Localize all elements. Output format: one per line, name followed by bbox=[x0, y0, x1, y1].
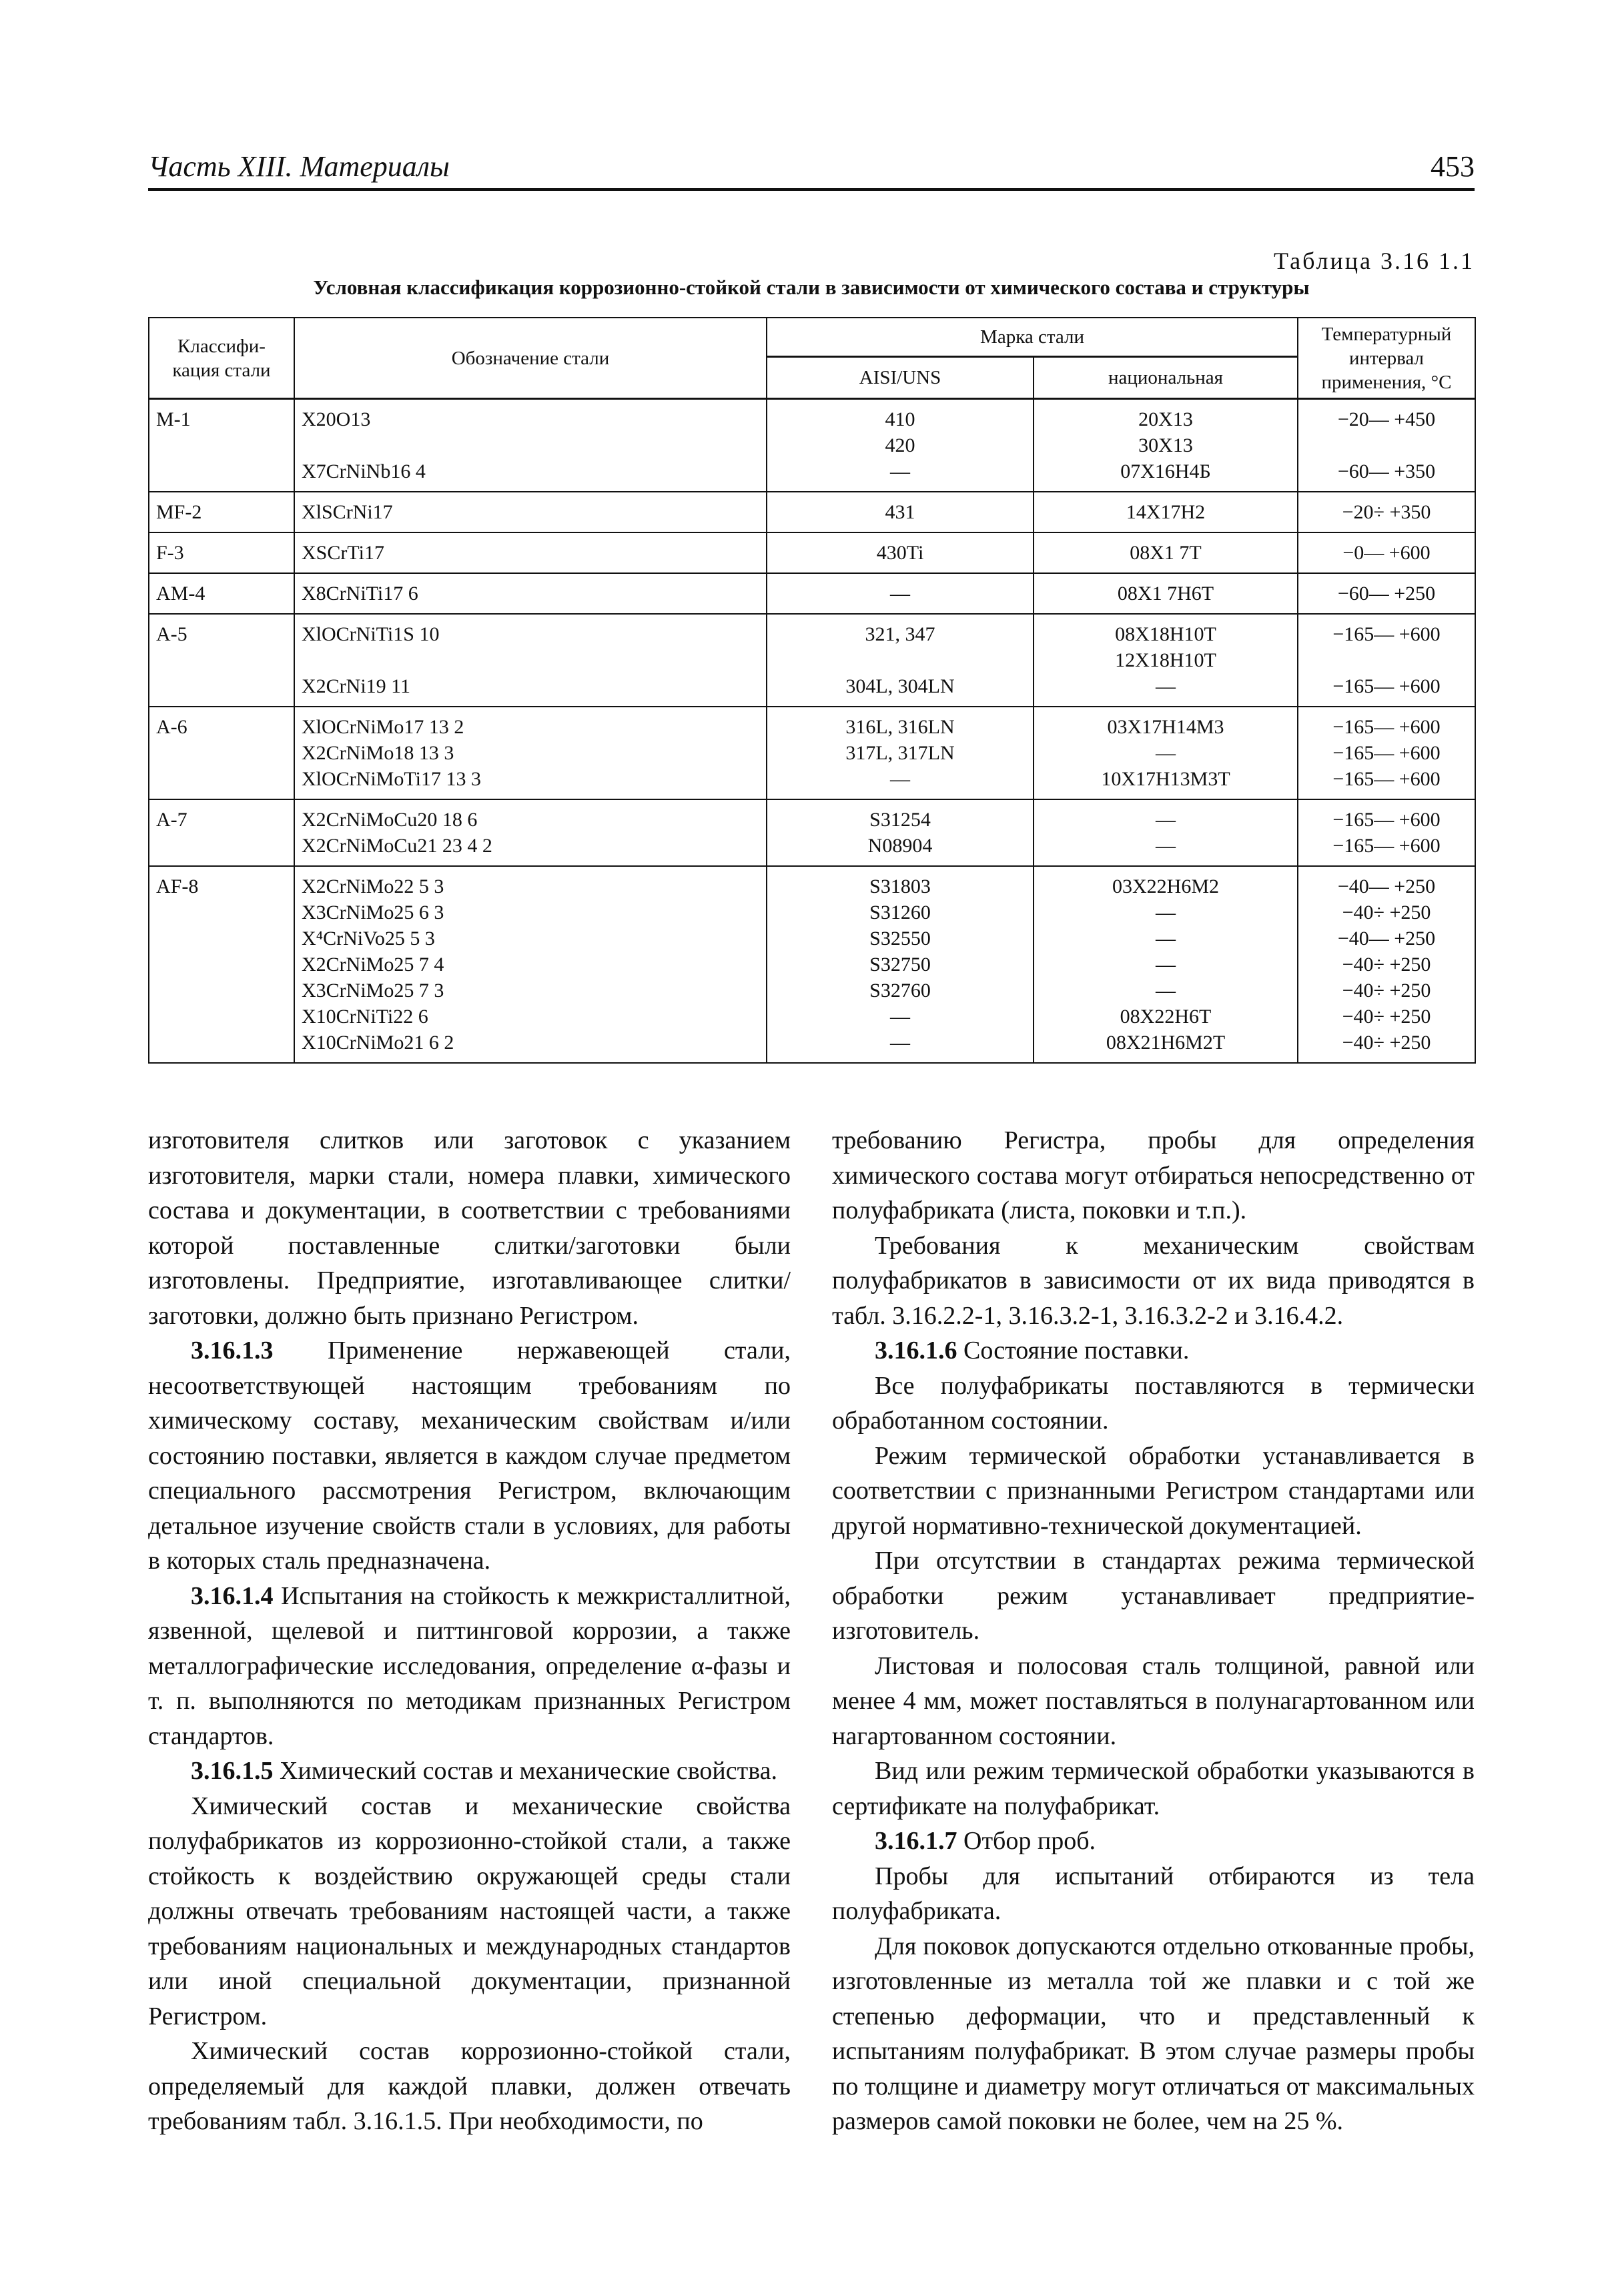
designation-cell bbox=[294, 492, 767, 532]
paragraph-text: При отсутствии в стандартах режима термической обработки режим устанавливает предприятие-изготовитель. bbox=[832, 1547, 1475, 1645]
temperature-cell bbox=[1298, 399, 1475, 492]
designation-cell bbox=[294, 707, 767, 799]
header-class: Классифи-кация стали bbox=[149, 318, 294, 399]
cell-line: −40÷ +250 bbox=[1342, 901, 1431, 923]
header-title: Часть XIII. Материалы bbox=[148, 150, 450, 183]
national-cell bbox=[1034, 399, 1298, 492]
cell-line: −165— +600 bbox=[1332, 623, 1441, 645]
cell-line: X3CrNiMo25 7 3 bbox=[302, 980, 444, 1002]
steel-class-cell: M-1 bbox=[149, 399, 294, 492]
cell-line: X2CrNiMoCu21 23 4 2 bbox=[302, 835, 492, 857]
steel-class-cell: AM-4 bbox=[149, 573, 294, 614]
paragraph-text: Режим термической обработки устанавливается в соответствии с признанными Регистром стандартами или другой нормативно-технической документацией. bbox=[832, 1441, 1475, 1540]
national-cell bbox=[1034, 573, 1298, 614]
cell-line: 10X17H13M3T bbox=[1101, 768, 1230, 790]
cell-line: −40— +250 bbox=[1337, 875, 1436, 897]
left-text-column bbox=[148, 1123, 791, 2139]
cell-line: X2CrNiMo25 7 4 bbox=[302, 953, 444, 976]
cell-line: −20— +450 bbox=[1337, 408, 1436, 430]
cell-line: X10CrNiMo21 6 2 bbox=[302, 1032, 454, 1054]
table-label: Таблица 3.16 1.1 bbox=[1274, 248, 1475, 274]
paragraph-text: Химический состав и механические свойства полуфабрикатов из коррозионно-стойкой стали, а также стойкость к воздействию окружающей среды стали должны отвечать требованиям настоящей части, а также требованиям национальных и международных стандартов или иной специальной документации, признанной Регистром. bbox=[148, 1792, 791, 2030]
cell-line: 14X17H2 bbox=[1126, 501, 1206, 523]
aisi-cell bbox=[767, 866, 1034, 1063]
table-row bbox=[149, 707, 1475, 799]
cell-line: −40÷ +250 bbox=[1342, 953, 1431, 976]
cell-line: X10CrNiTi22 6 bbox=[302, 1006, 428, 1028]
cell-line: −20÷ +350 bbox=[1342, 501, 1431, 523]
paragraph bbox=[832, 1123, 1475, 1228]
steel-classification-table bbox=[148, 317, 1476, 1064]
cell-line: S31254 bbox=[869, 809, 931, 831]
cell-line bbox=[1305, 647, 1468, 673]
cell-line: −165— +600 bbox=[1332, 716, 1441, 738]
table-row bbox=[149, 573, 1475, 614]
paragraph-text: Для поковок допускаются отдельно откованные пробы, изготовленные из металла той же плавки и с той же степенью деформации, что и представленный к испытаниям полуфабрикат. В этом случае размеры пробы по толщине и диаметру могут отличаться от максимальных размеров самой поковки не более, чем на 25 %. bbox=[832, 1932, 1475, 2135]
paragraph bbox=[148, 1789, 791, 2034]
national-cell bbox=[1034, 799, 1298, 866]
aisi-cell bbox=[767, 492, 1034, 532]
cell-line: — bbox=[1156, 927, 1176, 949]
paragraph-text: Все полуфабрикаты поставляются в термически обработанном состоянии. bbox=[832, 1371, 1475, 1435]
cell-line: X8CrNiTi17 6 bbox=[302, 583, 418, 605]
cell-line: 08X18H10T bbox=[1115, 623, 1216, 645]
section-number: 3.16.1.3 bbox=[191, 1336, 274, 1365]
cell-line: X⁴CrNiVo25 5 3 bbox=[302, 927, 435, 949]
cell-line: 430Ti bbox=[876, 542, 924, 564]
cell-line: 304L, 304LN bbox=[845, 675, 955, 697]
temperature-cell bbox=[1298, 573, 1475, 614]
cell-line: −60— +350 bbox=[1337, 460, 1436, 482]
cell-line: 12X18H10T bbox=[1115, 649, 1216, 671]
aisi-cell bbox=[767, 707, 1034, 799]
paragraph-text: изготовителя слитков или заготовок с указанием изготовителя, марки стали, номера плавки, химического состава и документации, в соответствии с требованиями которой поставленные слитки/заготовки были изготовлены. Предприятие, изготавливающее слитки/заготовки, должно быть признано Регистром. bbox=[148, 1126, 791, 1330]
steel-class-cell: A-6 bbox=[149, 707, 294, 799]
paragraph bbox=[148, 1754, 791, 1789]
cell-line: 03X22H6M2 bbox=[1112, 875, 1220, 897]
paragraph-text: требованию Регистра, пробы для определения химического состава могут отбираться непосредственно от полуфабриката (листа, поковки и т.п.). bbox=[832, 1126, 1475, 1224]
cell-line: — bbox=[1156, 901, 1176, 923]
cell-line: −60— +250 bbox=[1337, 583, 1436, 605]
cell-line: XlOCrNiMo17 13 2 bbox=[302, 716, 464, 738]
cell-line: X2CrNi19 11 bbox=[302, 675, 411, 697]
section-number: 3.16.1.7 bbox=[875, 1827, 957, 1855]
paragraph bbox=[832, 1824, 1475, 1859]
cell-line: −40÷ +250 bbox=[1342, 1032, 1431, 1054]
national-cell bbox=[1034, 492, 1298, 532]
paragraph bbox=[148, 1579, 791, 1754]
national-cell bbox=[1034, 532, 1298, 573]
cell-line: X7CrNiNb16 4 bbox=[302, 460, 426, 482]
cell-line: — bbox=[890, 460, 910, 482]
paragraph bbox=[832, 1369, 1475, 1439]
cell-line: −165— +600 bbox=[1332, 675, 1441, 697]
header-national: национальная bbox=[1034, 357, 1298, 399]
aisi-cell bbox=[767, 573, 1034, 614]
paragraph-text: Требования к механическим свойствам полуфабрикатов в зависимости от их вида приводятся в табл. 3.16.2.2-1, 3.16.3.2-1, 3.16.3.2-2 и 3.16.4.2. bbox=[832, 1231, 1475, 1330]
cell-line: XlSCrNi17 bbox=[302, 501, 393, 523]
cell-line: X2CrNiMo22 5 3 bbox=[302, 875, 444, 897]
cell-line: −0— +600 bbox=[1342, 542, 1431, 564]
section-number: 3.16.1.6 bbox=[875, 1336, 957, 1365]
cell-line: 30X13 bbox=[1138, 434, 1193, 456]
header-designation: Обозначение стали bbox=[294, 318, 767, 399]
cell-line: — bbox=[890, 768, 910, 790]
national-cell bbox=[1034, 707, 1298, 799]
page-number: 453 bbox=[1431, 150, 1475, 183]
paragraph bbox=[832, 1929, 1475, 2139]
cell-line: X20O13 bbox=[302, 408, 371, 430]
temperature-cell bbox=[1298, 866, 1475, 1063]
cell-line bbox=[302, 647, 759, 673]
cell-line: 08X1 7H6T bbox=[1117, 583, 1214, 605]
cell-line: 08X1 7T bbox=[1130, 542, 1202, 564]
cell-line: S32750 bbox=[869, 953, 931, 976]
cell-line: 317L, 317LN bbox=[845, 742, 955, 764]
table-row bbox=[149, 799, 1475, 866]
paragraph-text: Состояние поставки. bbox=[957, 1336, 1190, 1365]
cell-line: S31803 bbox=[869, 875, 931, 897]
table-row bbox=[149, 532, 1475, 573]
cell-line: 08X22H6T bbox=[1120, 1006, 1212, 1028]
cell-line: 20X13 bbox=[1138, 408, 1193, 430]
paragraph bbox=[148, 1123, 791, 1333]
cell-line: −40÷ +250 bbox=[1342, 980, 1431, 1002]
section-number: 3.16.1.5 bbox=[191, 1757, 274, 1785]
cell-line bbox=[774, 647, 1026, 673]
steel-class-cell: A-7 bbox=[149, 799, 294, 866]
aisi-cell bbox=[767, 799, 1034, 866]
paragraph-text: Применение нержавеющей стали, несоответствующей настоящим требованиям по химическому составу, механическим свойствам и/или состоянию поставки, является в каждом случае предметом специального рассмотрения Регистром, включающим детальное изучение свойств стали в условиях, для работы в которых сталь предназначена. bbox=[148, 1336, 791, 1575]
paragraph-text: Вид или режим термической обработки указываются в сертификате на полуфабрикат. bbox=[832, 1757, 1475, 1820]
table-row bbox=[149, 492, 1475, 532]
designation-cell bbox=[294, 614, 767, 707]
cell-line: 431 bbox=[885, 501, 915, 523]
cell-line: — bbox=[1156, 809, 1176, 831]
cell-line: — bbox=[1156, 742, 1176, 764]
steel-class-cell: A-5 bbox=[149, 614, 294, 707]
table-caption: Условная классификация коррозионно-стойкой стали в зависимости от химического состава и структуры bbox=[313, 276, 1310, 299]
paragraph bbox=[832, 1859, 1475, 1929]
designation-cell bbox=[294, 573, 767, 614]
paragraph-text: Пробы для испытаний отбираются из тела полуфабриката. bbox=[832, 1862, 1475, 1925]
designation-cell bbox=[294, 799, 767, 866]
cell-line: 316L, 316LN bbox=[845, 716, 955, 738]
cell-line: — bbox=[1156, 835, 1176, 857]
temperature-cell bbox=[1298, 799, 1475, 866]
designation-cell bbox=[294, 399, 767, 492]
cell-line: X2CrNiMo18 13 3 bbox=[302, 742, 454, 764]
steel-class-cell: AF-8 bbox=[149, 866, 294, 1063]
cell-line: N08904 bbox=[867, 835, 933, 857]
temperature-cell bbox=[1298, 614, 1475, 707]
header-aisi: AISI/UNS bbox=[767, 357, 1034, 399]
cell-line: S32550 bbox=[869, 927, 931, 949]
paragraph bbox=[832, 1439, 1475, 1544]
cell-line: X3CrNiMo25 6 3 bbox=[302, 901, 444, 923]
table-body bbox=[149, 399, 1475, 1064]
right-text-column bbox=[832, 1123, 1475, 2139]
cell-line: −165— +600 bbox=[1332, 768, 1441, 790]
temperature-cell bbox=[1298, 532, 1475, 573]
cell-line: 410 bbox=[885, 408, 915, 430]
paragraph-text: Листовая и полосовая сталь толщиной, равной или менее 4 мм, может поставляться в полунагартованном или нагартованном состоянии. bbox=[832, 1651, 1475, 1750]
paragraph bbox=[148, 1333, 791, 1579]
cell-line: S31260 bbox=[869, 901, 931, 923]
cell-line: — bbox=[1156, 953, 1176, 976]
paragraph-text: Химический состав и механические свойства. bbox=[273, 1757, 778, 1785]
cell-line bbox=[1305, 432, 1468, 458]
table-row bbox=[149, 399, 1475, 492]
cell-line: −40— +250 bbox=[1337, 927, 1436, 949]
paragraph bbox=[832, 1754, 1475, 1824]
designation-cell bbox=[294, 866, 767, 1063]
cell-line: — bbox=[890, 583, 910, 605]
national-cell bbox=[1034, 866, 1298, 1063]
cell-line: — bbox=[890, 1006, 910, 1028]
cell-line: −165— +600 bbox=[1332, 742, 1441, 764]
cell-line: XlOCrNiTi1S 10 bbox=[302, 623, 440, 645]
cell-line: S32760 bbox=[869, 980, 931, 1002]
temperature-cell bbox=[1298, 707, 1475, 799]
cell-line: −165— +600 bbox=[1332, 809, 1441, 831]
steel-class-cell: F-3 bbox=[149, 532, 294, 573]
aisi-cell bbox=[767, 614, 1034, 707]
cell-line: XlOCrNiMoTi17 13 3 bbox=[302, 768, 481, 790]
paragraph bbox=[832, 1333, 1475, 1369]
steel-class-cell: MF-2 bbox=[149, 492, 294, 532]
paragraph-text: Испытания на стойкость к межкристаллитной, язвенной, щелевой и питтинговой коррозии, а также металлографические исследования, определение α-фазы и т. п. выполняются по методикам признанных Регистром стандартов. bbox=[148, 1581, 791, 1750]
cell-line: −165— +600 bbox=[1332, 835, 1441, 857]
cell-line: 08X21H6M2T bbox=[1106, 1032, 1226, 1054]
cell-line: −40÷ +250 bbox=[1342, 1006, 1431, 1028]
paragraph bbox=[832, 1649, 1475, 1754]
running-header bbox=[148, 143, 1475, 191]
cell-line: 03X17H14M3 bbox=[1107, 716, 1224, 738]
table-row bbox=[149, 614, 1475, 707]
cell-line: 420 bbox=[885, 434, 915, 456]
header-grade: Марка стали bbox=[767, 318, 1298, 357]
designation-cell bbox=[294, 532, 767, 573]
cell-line: XSCrTi17 bbox=[302, 542, 384, 564]
cell-line: — bbox=[1156, 675, 1176, 697]
header-temperature: Температурный интервал применения, °С bbox=[1298, 318, 1475, 399]
paragraph-text: Отбор проб. bbox=[957, 1827, 1096, 1855]
cell-line: X2CrNiMoCu20 18 6 bbox=[302, 809, 478, 831]
cell-line: 321, 347 bbox=[865, 623, 935, 645]
paragraph bbox=[832, 1543, 1475, 1649]
temperature-cell bbox=[1298, 492, 1475, 532]
cell-line: — bbox=[890, 1032, 910, 1054]
aisi-cell bbox=[767, 532, 1034, 573]
cell-line: 07X16H4Б bbox=[1120, 460, 1211, 482]
paragraph bbox=[148, 2034, 791, 2139]
cell-line bbox=[302, 432, 759, 458]
table-row bbox=[149, 866, 1475, 1063]
section-number: 3.16.1.4 bbox=[191, 1581, 274, 1610]
paragraph bbox=[832, 1228, 1475, 1334]
national-cell bbox=[1034, 614, 1298, 707]
aisi-cell bbox=[767, 399, 1034, 492]
cell-line: — bbox=[1156, 980, 1176, 1002]
paragraph-text: Химический состав коррозионно-стойкой стали, определяемый для каждой плавки, должен отвечать требованиям табл. 3.16.1.5. При необходимости, по bbox=[148, 2037, 791, 2135]
